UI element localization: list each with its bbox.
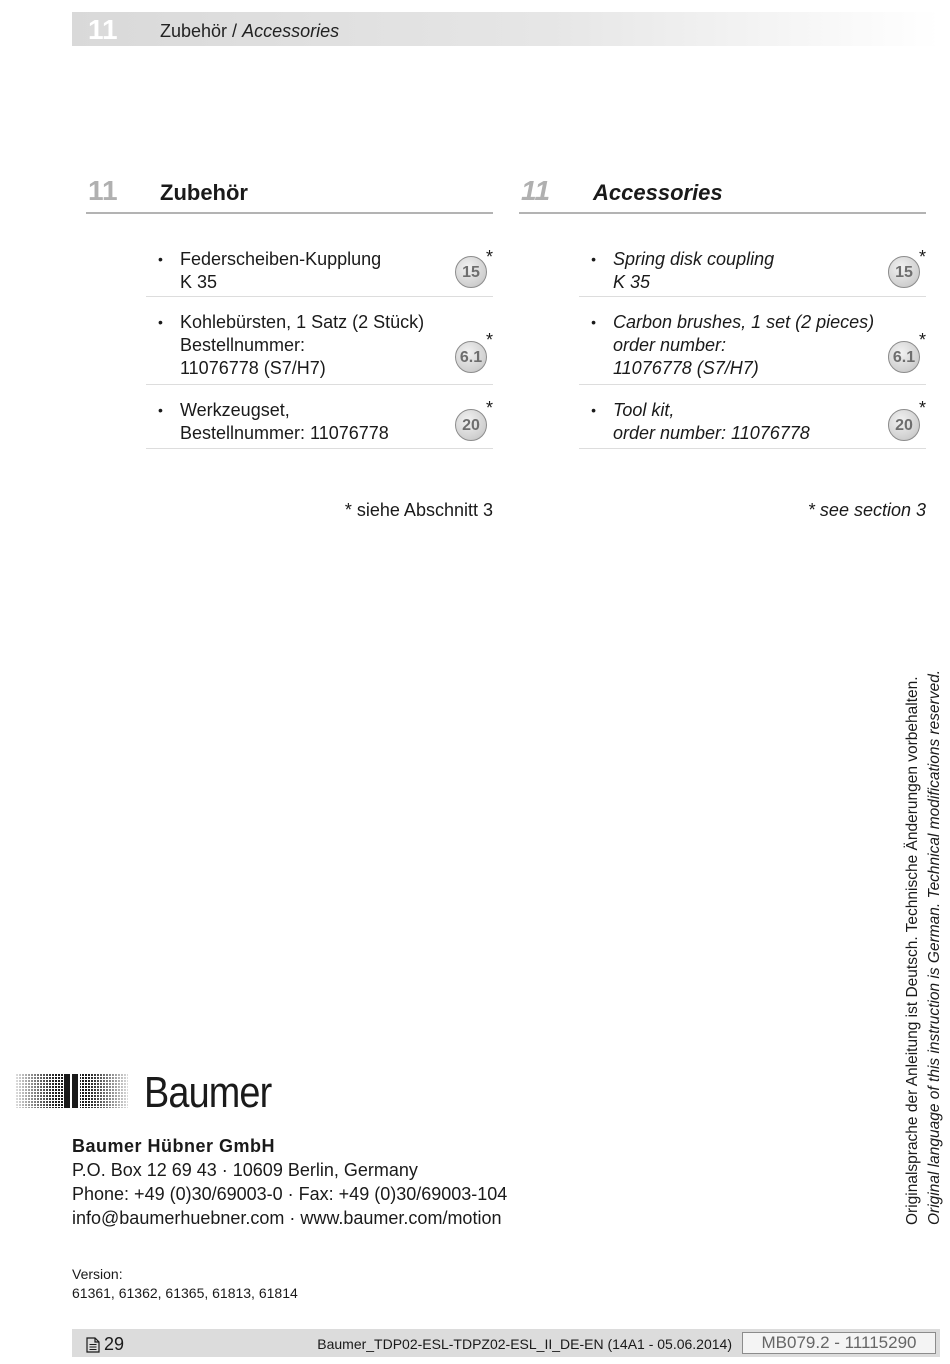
item-line: Bestellnummer: 11076778 <box>180 423 389 443</box>
baumer-logo <box>16 1068 286 1116</box>
section-heading-de <box>86 172 493 214</box>
reference-asterisk: * <box>485 398 493 418</box>
side-note-de: Originalsprache der Anleitung ist Deutsch. Technische Änderungen vorbehalten. <box>904 676 921 1225</box>
version-label: Version: <box>72 1266 123 1282</box>
document-name: Baumer_TDP02-ESL-TDPZ02-ESL_II_DE-EN (14A1 - 05.06.2014) <box>317 1336 732 1352</box>
chapter-number: 11 <box>88 14 118 45</box>
reference-asterisk: * <box>918 330 926 350</box>
item-line: Federscheiben-Kupplung <box>180 249 382 269</box>
chapter-title <box>160 21 339 42</box>
item-line: K 35 <box>180 272 218 292</box>
list-item <box>146 385 493 449</box>
reference-asterisk: * <box>918 398 926 418</box>
section-heading-en <box>519 172 926 214</box>
bullet: • <box>591 402 596 418</box>
list-item <box>146 297 493 385</box>
item-line: Carbon brushes, 1 set (2 pieces) <box>613 312 875 332</box>
chapter-title-sep: / <box>227 21 243 41</box>
bullet: • <box>591 314 596 330</box>
bullet: • <box>158 402 163 418</box>
section-reference-badge: 15 <box>888 256 920 288</box>
page-footer <box>72 1329 940 1357</box>
footnote-de: * siehe Abschnitt 3 <box>344 500 493 520</box>
bullet: • <box>591 251 596 267</box>
bullet: • <box>158 251 163 267</box>
page-number-group <box>86 1334 124 1355</box>
list-item <box>579 297 926 385</box>
section-reference-badge: 6.1 <box>455 341 487 373</box>
item-line: Kohlebürsten, 1 Satz (2 Stück) <box>180 312 425 332</box>
company-web: info@baumerhuebner.com · www.baumer.com/motion <box>72 1208 502 1228</box>
item-line: Bestellnummer: <box>180 335 306 355</box>
item-line: order number: <box>613 335 727 355</box>
chapter-title-de: Zubehör <box>160 21 228 41</box>
item-line: order number: 11076778 <box>613 423 810 443</box>
section-reference-badge: 15 <box>455 256 487 288</box>
section-number: 11 <box>521 175 551 206</box>
company-phone: Phone: +49 (0)30/69003-0 · Fax: +49 (0)30/69003-104 <box>72 1184 508 1204</box>
company-name: Baumer Hübner GmbH <box>72 1136 276 1156</box>
item-line: 11076778 (S7/H7) <box>613 358 759 378</box>
company-postal: P.O. Box 12 69 43 · 10609 Berlin, Germany <box>72 1160 418 1180</box>
section-reference-badge: 20 <box>455 409 487 441</box>
chapter-header-bar <box>72 12 940 46</box>
section-title: Zubehör <box>160 180 248 205</box>
item-line: 11076778 (S7/H7) <box>180 358 326 378</box>
page-number: 29 <box>104 1334 125 1354</box>
column-german <box>86 172 493 443</box>
side-note-en: Original language of this instruction is German. Technical modifications reserved. <box>926 669 943 1225</box>
footnote-en: * see section 3 <box>807 500 926 520</box>
document-icon <box>86 1337 100 1353</box>
side-legal-note <box>902 605 950 1225</box>
chapter-title-en: Accessories <box>242 21 340 41</box>
section-title: Accessories <box>593 180 723 205</box>
item-line: Werkzeugset, <box>180 400 290 420</box>
section-number: 11 <box>88 175 118 206</box>
reference-asterisk: * <box>485 247 493 267</box>
list-item <box>579 244 926 297</box>
version-numbers: 61361, 61362, 61365, 61813, 61814 <box>72 1285 298 1301</box>
section-reference-badge: 20 <box>888 409 920 441</box>
reference-asterisk: * <box>485 330 493 350</box>
accessory-list-de <box>146 244 493 449</box>
logo-pattern-icon <box>16 1074 128 1108</box>
document-id: MB079.2 - 11115290 <box>742 1332 936 1354</box>
reference-asterisk: * <box>918 247 926 267</box>
list-item <box>579 385 926 449</box>
logo-wordmark: Baumer <box>144 1068 272 1117</box>
column-english <box>519 172 926 443</box>
list-item <box>146 244 493 297</box>
item-line: K 35 <box>613 272 651 292</box>
accessory-list-en <box>579 244 926 449</box>
version-info <box>72 1265 298 1303</box>
item-line: Spring disk coupling <box>613 249 775 269</box>
bullet: • <box>158 314 163 330</box>
item-line: Tool kit, <box>613 400 675 420</box>
section-reference-badge: 6.1 <box>888 341 920 373</box>
company-address <box>72 1134 507 1230</box>
